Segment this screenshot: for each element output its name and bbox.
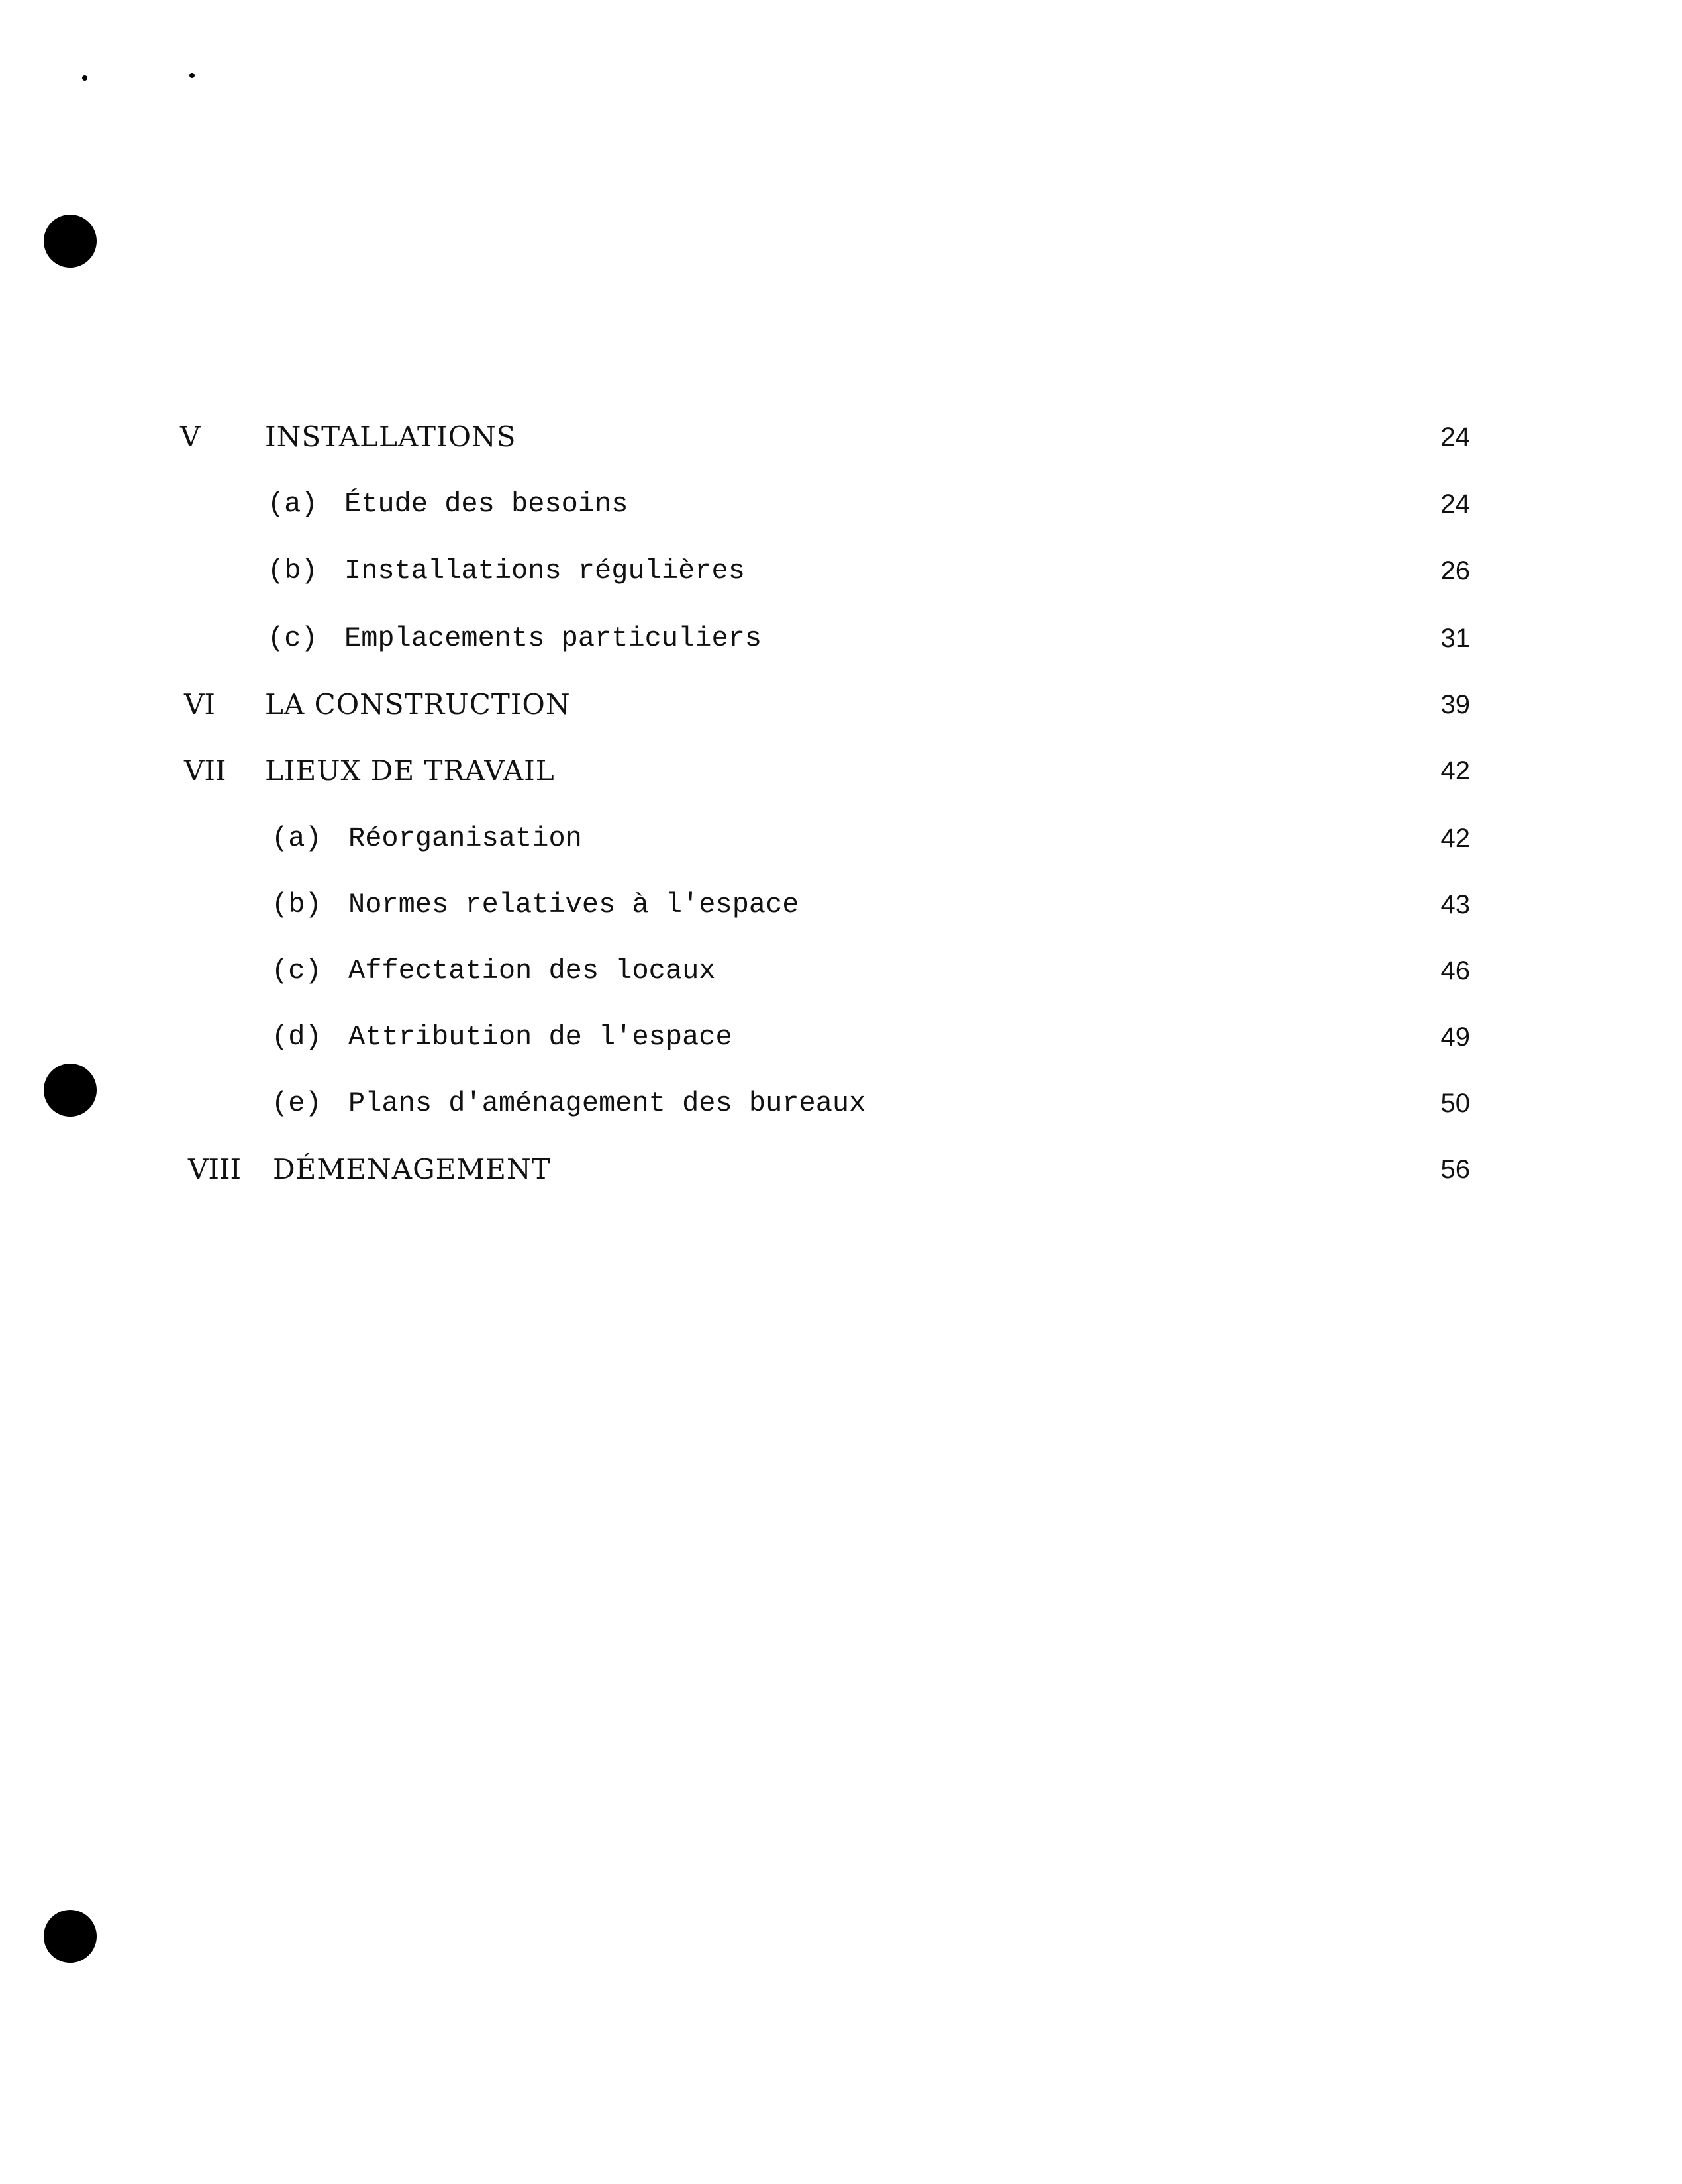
sub-marker: (c) <box>268 622 318 654</box>
section-title: LIEUX DE TRAVAIL <box>265 754 555 787</box>
toc-entry-section <box>0 751 1682 791</box>
sub-title: Normes relatives à l'espace <box>348 889 799 920</box>
sub-title: Affectation des locaux <box>348 955 716 987</box>
page-number: 42 <box>1440 824 1470 853</box>
toc-entry-section <box>0 1150 1682 1189</box>
section-number: VI <box>184 688 215 720</box>
section-number: V <box>180 421 201 453</box>
sub-marker: (d) <box>272 1021 322 1053</box>
toc-entry-sub <box>0 619 1682 658</box>
page-number: 39 <box>1440 690 1470 719</box>
page-number: 46 <box>1440 956 1470 985</box>
sub-title: Emplacements particuliers <box>344 622 762 654</box>
toc-entry-sub <box>0 551 1682 591</box>
sub-marker: (e) <box>272 1087 322 1119</box>
sub-title: Réorganisation <box>348 822 582 854</box>
sub-title: Étude des besoins <box>344 488 628 520</box>
toc-entry-section <box>0 685 1682 724</box>
toc-entry-section <box>0 417 1682 457</box>
sub-marker: (b) <box>268 555 318 587</box>
sub-title: Attribution de l'espace <box>348 1021 732 1053</box>
page-number: 50 <box>1440 1089 1470 1118</box>
toc-entry-sub <box>0 1017 1682 1057</box>
page-number: 56 <box>1440 1155 1470 1184</box>
sub-marker: (c) <box>272 955 322 987</box>
section-title: INSTALLATIONS <box>265 421 517 453</box>
toc-entry-sub <box>0 951 1682 991</box>
sub-title: Plans d'aménagement des bureaux <box>348 1087 866 1119</box>
page-number: 42 <box>1440 756 1470 785</box>
toc-entry-sub <box>0 885 1682 924</box>
page-number: 24 <box>1440 489 1470 519</box>
toc-entry-sub <box>0 484 1682 524</box>
page-number: 43 <box>1440 890 1470 919</box>
section-title: DÉMENAGEMENT <box>273 1153 551 1185</box>
page-number: 24 <box>1440 422 1470 452</box>
sub-title: Installations régulières <box>344 555 745 587</box>
sub-marker: (a) <box>272 822 322 854</box>
toc-entry-sub <box>0 1083 1682 1123</box>
page-number: 31 <box>1440 624 1470 653</box>
page-number: 49 <box>1440 1022 1470 1052</box>
page-number: 26 <box>1440 556 1470 585</box>
sub-marker: (b) <box>272 889 322 920</box>
sub-marker: (a) <box>268 488 318 520</box>
section-number: VII <box>184 754 226 787</box>
section-title: LA CONSTRUCTION <box>265 688 571 720</box>
section-number: VIII <box>188 1153 242 1185</box>
toc-entry-sub <box>0 819 1682 858</box>
